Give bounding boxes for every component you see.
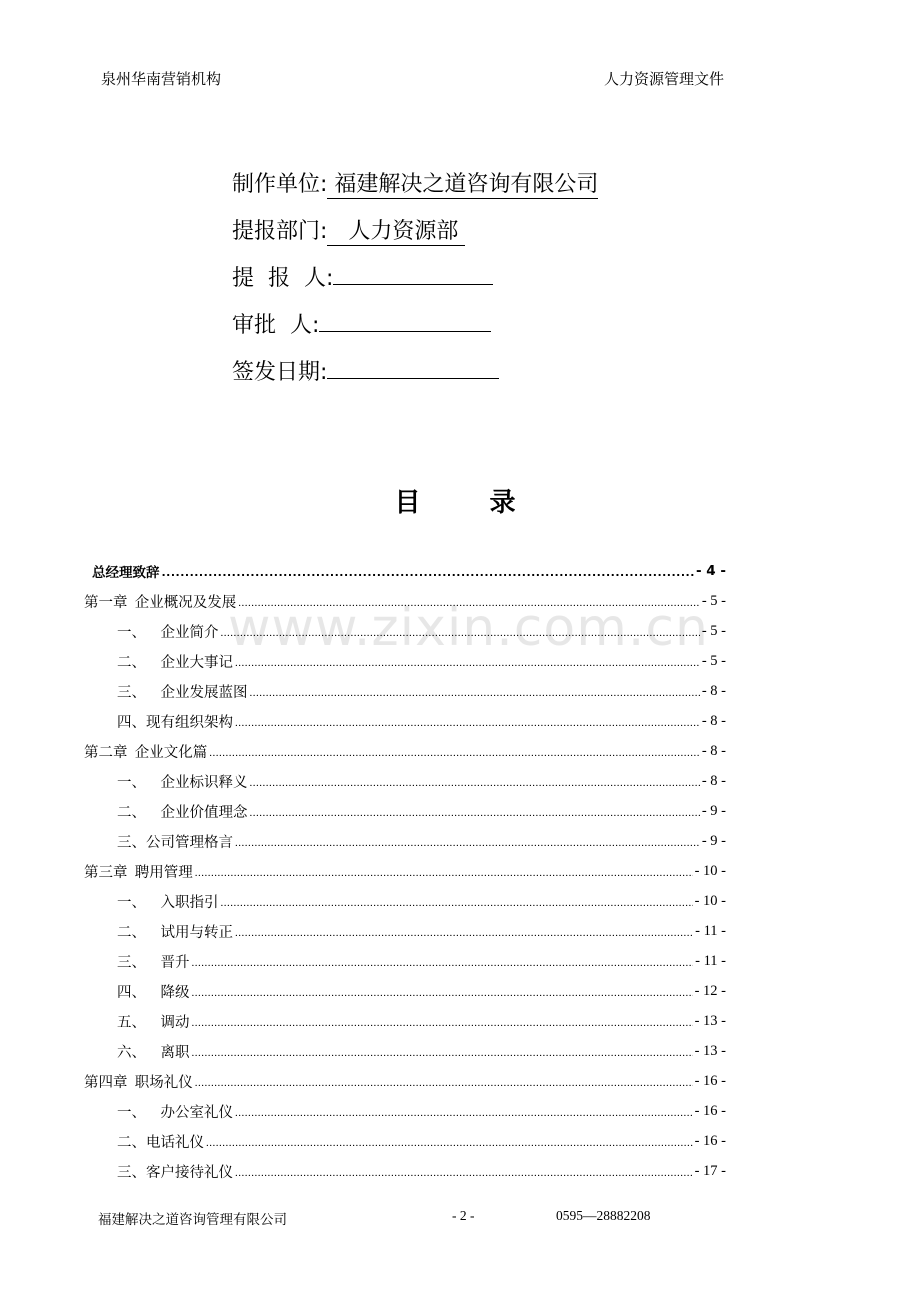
toc-entry[interactable] xyxy=(84,556,726,586)
toc-entry-page: - 17 - xyxy=(694,1162,726,1179)
toc-entry-label: 一、 入职指引 xyxy=(117,894,219,911)
toc-title: 目 录 xyxy=(394,488,546,518)
toc-entry-label: 总经理致辞 xyxy=(92,565,160,581)
toc-entry[interactable] xyxy=(84,856,726,886)
footer-phone: 0595—28882208 xyxy=(556,1208,651,1223)
toc-dot-leader xyxy=(209,747,700,766)
toc-dot-leader xyxy=(192,1017,693,1036)
toc-dot-leader xyxy=(195,867,693,886)
toc-entry[interactable] xyxy=(84,916,726,946)
toc-entry-label: 第四章 职场礼仪 xyxy=(84,1074,193,1091)
info-row-date xyxy=(232,354,598,401)
toc-entry[interactable] xyxy=(84,1126,726,1156)
unit-value: 福建解决之道咨询有限公司 xyxy=(327,172,599,197)
toc-entry-page: - 16 - xyxy=(694,1072,726,1089)
header-document-type: 人力资源管理文件 xyxy=(603,72,724,88)
toc-entry-label: 四、现有组织架构 xyxy=(117,714,233,731)
toc-dot-leader xyxy=(250,777,700,796)
toc-entry-page: - 10 - xyxy=(694,892,726,909)
toc-dot-leader xyxy=(250,687,700,706)
info-row-reporter xyxy=(232,260,598,307)
toc-entry-label: 六、 离职 xyxy=(117,1044,190,1061)
toc-entry[interactable] xyxy=(84,1036,726,1066)
toc-entry-label: 第二章 企业文化篇 xyxy=(84,744,208,761)
toc-entry-label: 三、 晋升 xyxy=(117,954,190,971)
toc-entry-label: 第三章 聘用管理 xyxy=(84,864,193,881)
reporter-blank-line xyxy=(333,262,493,285)
toc-dot-leader xyxy=(195,1077,693,1096)
footer-page-number: - 2 - xyxy=(452,1208,475,1223)
info-row-approver xyxy=(232,307,598,354)
toc-entry[interactable] xyxy=(84,706,726,736)
toc-entry-label: 三、客户接待礼仪 xyxy=(117,1164,233,1181)
toc-entry-page: - 16 - xyxy=(694,1132,726,1149)
toc-entry-page: - 13 - xyxy=(694,1042,726,1059)
toc-dot-leader xyxy=(192,987,693,1006)
toc-entry-page: - 5 - xyxy=(701,622,726,639)
toc-entry-label: 二、 试用与转正 xyxy=(117,924,233,941)
toc-entry-label: 第一章 企业概况及发展 xyxy=(84,594,237,611)
toc-entry[interactable] xyxy=(84,976,726,1006)
reporter-label: 提 报 人: xyxy=(232,266,334,291)
toc-entry-page: - 9 - xyxy=(701,802,726,819)
toc-entry[interactable] xyxy=(84,826,726,856)
toc-entry-label: 四、 降级 xyxy=(117,984,190,1001)
toc-dot-leader xyxy=(250,807,700,826)
toc-entry-page: - 8 - xyxy=(701,772,726,789)
dept-value: 人力资源部 xyxy=(327,219,466,244)
toc-entry[interactable] xyxy=(84,1006,726,1036)
table-of-contents xyxy=(84,556,726,1186)
toc-entry-label: 一、 办公室礼仪 xyxy=(117,1104,233,1121)
approver-label: 审批 人: xyxy=(232,313,320,338)
toc-entry-page: - 4 - xyxy=(696,563,726,579)
toc-entry-page: - 5 - xyxy=(701,592,726,609)
toc-entry-label: 一、 企业标识释义 xyxy=(117,774,248,791)
toc-dot-leader xyxy=(235,1167,693,1186)
toc-entry-label: 二、 企业价值理念 xyxy=(117,804,248,821)
toc-entry[interactable] xyxy=(84,586,726,616)
toc-entry-label: 三、 企业发展蓝图 xyxy=(117,684,248,701)
unit-label: 制作单位: xyxy=(232,172,328,197)
toc-dot-leader xyxy=(221,897,693,916)
toc-dot-leader xyxy=(235,717,700,736)
toc-entry[interactable] xyxy=(84,1156,726,1186)
toc-dot-leader xyxy=(206,1137,693,1156)
footer-company: 福建解决之道咨询管理有限公司 xyxy=(98,1212,287,1227)
toc-entry-page: - 11 - xyxy=(695,922,726,939)
dept-label: 提报部门: xyxy=(232,219,328,244)
toc-dot-leader xyxy=(235,927,693,946)
toc-dot-leader xyxy=(162,566,695,586)
info-row-unit xyxy=(232,166,598,213)
header-organization: 泉州华南营销机构 xyxy=(101,72,222,88)
toc-entry-page: - 11 - xyxy=(695,952,726,969)
toc-entry-label: 二、 企业大事记 xyxy=(117,654,233,671)
toc-entry[interactable] xyxy=(84,1096,726,1126)
toc-entry[interactable] xyxy=(84,1066,726,1096)
toc-entry-label: 五、 调动 xyxy=(117,1014,190,1031)
toc-entry[interactable] xyxy=(84,676,726,706)
toc-entry-page: - 13 - xyxy=(694,1012,726,1029)
date-blank-line xyxy=(327,356,499,379)
toc-entry-label: 三、公司管理格言 xyxy=(117,834,233,851)
toc-dot-leader xyxy=(235,837,700,856)
toc-dot-leader xyxy=(192,1047,693,1066)
watermark: www.zixin.com.cn xyxy=(228,598,709,658)
toc-entry[interactable] xyxy=(84,886,726,916)
toc-entry-label: 二、电话礼仪 xyxy=(117,1134,204,1151)
toc-entry-page: - 10 - xyxy=(694,862,726,879)
date-label: 签发日期: xyxy=(232,360,328,385)
toc-entry-page: - 5 - xyxy=(701,652,726,669)
toc-entry[interactable] xyxy=(84,766,726,796)
document-info-block xyxy=(232,166,598,401)
toc-entry-page: - 16 - xyxy=(694,1102,726,1119)
toc-entry-page: - 9 - xyxy=(701,832,726,849)
toc-entry[interactable] xyxy=(84,796,726,826)
toc-entry[interactable] xyxy=(84,946,726,976)
toc-entry[interactable] xyxy=(84,736,726,766)
toc-entry-page: - 8 - xyxy=(701,682,726,699)
toc-dot-leader xyxy=(238,597,700,616)
toc-entry-label: 一、 企业简介 xyxy=(117,624,219,641)
toc-dot-leader xyxy=(235,1107,693,1126)
toc-dot-leader xyxy=(192,957,694,976)
toc-dot-leader xyxy=(235,657,700,676)
info-row-dept xyxy=(232,213,598,260)
toc-dot-leader xyxy=(221,627,700,646)
toc-entry-page: - 8 - xyxy=(701,712,726,729)
toc-entry[interactable] xyxy=(84,616,726,646)
toc-entry[interactable] xyxy=(84,646,726,676)
approver-blank-line xyxy=(319,309,491,332)
toc-entry-page: - 12 - xyxy=(694,982,726,999)
toc-entry-page: - 8 - xyxy=(701,742,726,759)
